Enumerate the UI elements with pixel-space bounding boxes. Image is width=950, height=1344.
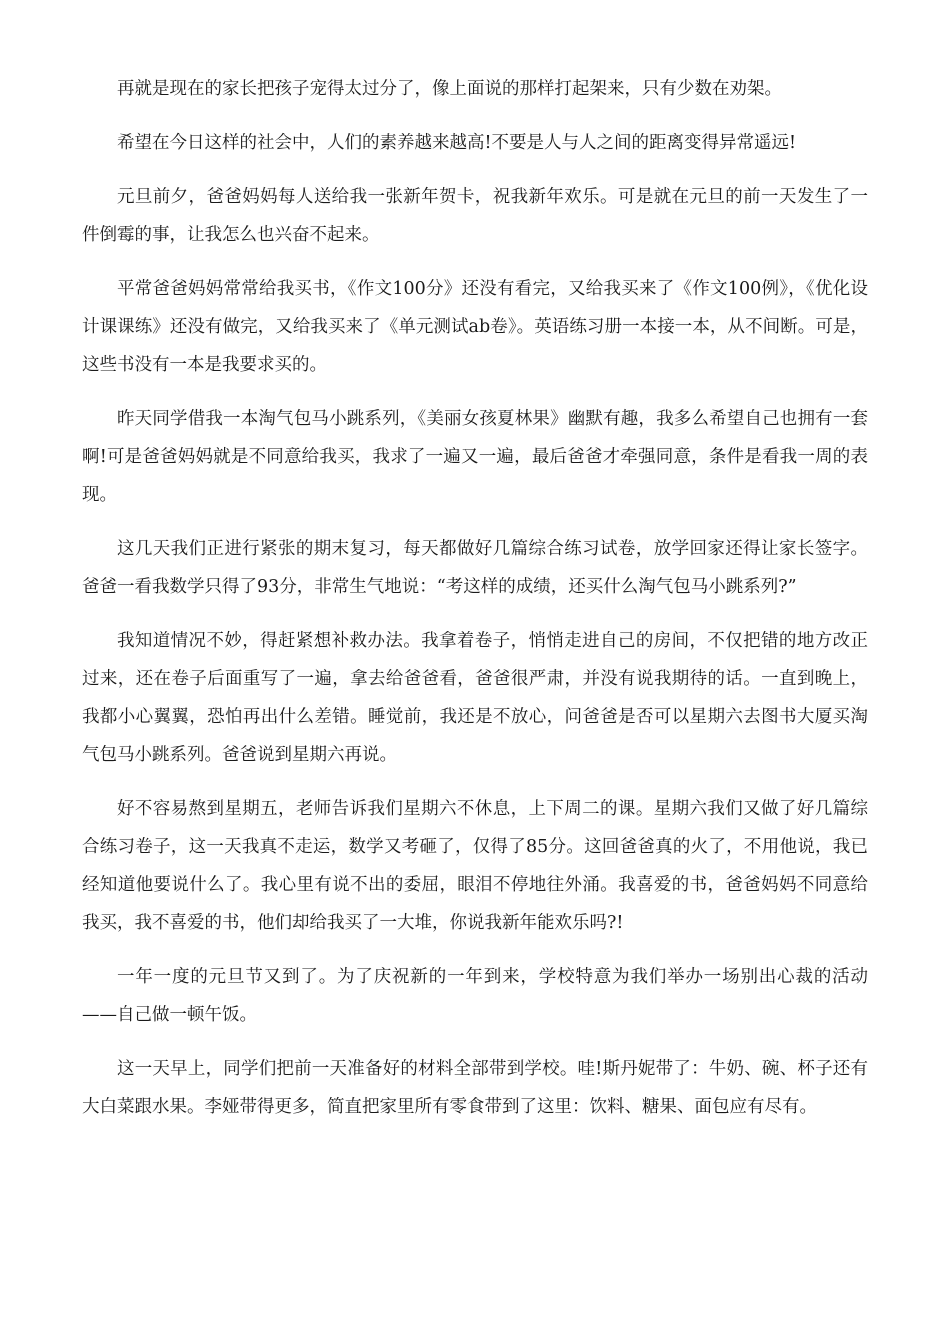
- paragraph-10: 这一天早上，同学们把前一天准备好的材料全部带到学校。哇!斯丹妮带了：牛奶、碗、杯子还有大白菜跟水果。李娅带得更多，简直把家里所有零食带到了这里：饮料、糖果、面包应有尽有。: [82, 1059, 868, 1117]
- paragraph-3: 元旦前夕，爸爸妈妈每人送给我一张新年贺卡，祝我新年欢乐。可是就在元旦的前一天发生了一件倒霉的事，让我怎么也兴奋不起来。: [82, 187, 868, 245]
- paragraph-8: 好不容易熬到星期五，老师告诉我们星期六不休息，上下周二的课。星期六我们又做了好几篇综合练习卷子，这一天我真不走运，数学又考砸了，仅得了85分。这回爸爸真的火了，不用他说，我已经知道他要说什么了。我心里有说不出的委屈，眼泪不停地往外涌。我喜爱的书，爸爸妈妈不同意给我买，我不喜爱的书，他们却给我买了一大堆，你说我新年能欢乐吗?!: [82, 799, 868, 933]
- paragraph-1: 再就是现在的家长把孩子宠得太过分了，像上面说的那样打起架来，只有少数在劝架。: [117, 79, 782, 99]
- document-page: [82, 70, 868, 1142]
- paragraph-6: 这几天我们正进行紧张的期末复习，每天都做好几篇综合练习试卷，放学回家还得让家长签字。爸爸一看我数学只得了93分，非常生气地说：“考这样的成绩，还买什么淘气包马小跳系列?”: [82, 539, 868, 597]
- paragraph-7: 我知道情况不妙，得赶紧想补救办法。我拿着卷子，悄悄走进自己的房间，不仅把错的地方改正过来，还在卷子后面重写了一遍，拿去给爸爸看，爸爸很严肃，并没有说我期待的话。一直到晚上，我都小心翼翼，恐怕再出什么差错。睡觉前，我还是不放心，问爸爸是否可以星期六去图书大厦买淘气包马小跳系列。爸爸说到星期六再说。: [82, 631, 868, 765]
- paragraph-4: 平常爸爸妈妈常常给我买书，《作文100分》还没有看完，又给我买来了《作文100例》，《优化设计课课练》还没有做完，又给我买来了《单元测试ab卷》。英语练习册一本接一本，从不间断。可是，这些书没有一本是我要求买的。: [82, 279, 868, 375]
- paragraph-5: 昨天同学借我一本淘气包马小跳系列，《美丽女孩夏林果》幽默有趣，我多么希望自己也拥有一套啊!可是爸爸妈妈就是不同意给我买，我求了一遍又一遍，最后爸爸才牵强同意，条件是看我一周的表现。: [82, 409, 868, 505]
- paragraph-9: 一年一度的元旦节又到了。为了庆祝新的一年到来，学校特意为我们举办一场别出心裁的活动——自己做一顿午饭。: [82, 967, 868, 1025]
- paragraph-2: 希望在今日这样的社会中，人们的素养越来越高!不要是人与人之间的距离变得异常遥远!: [117, 133, 797, 153]
